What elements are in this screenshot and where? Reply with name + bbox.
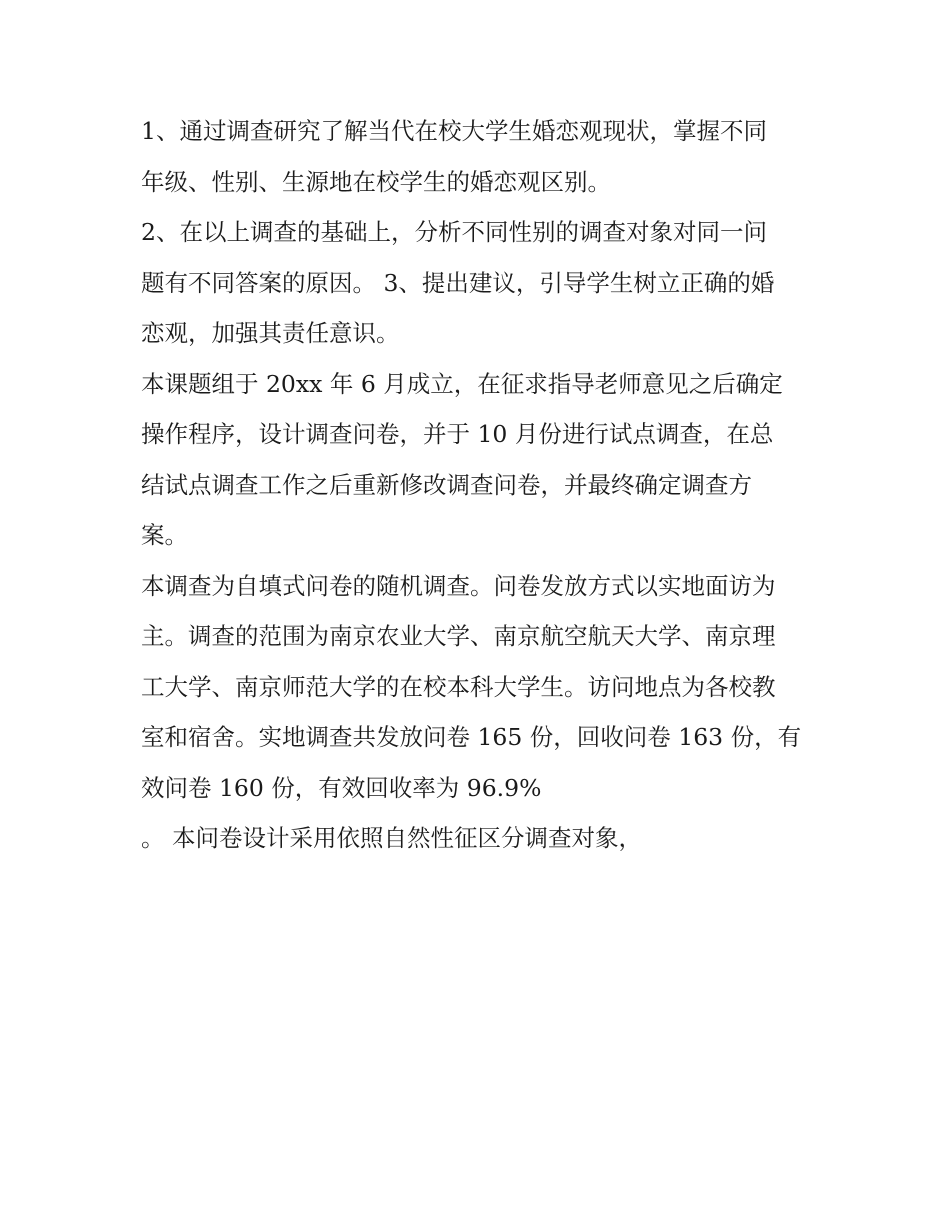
text-line: 工大学、南京师范大学的在校本科大学生。访问地点为各校教	[141, 672, 776, 701]
text-line: 年级、性别、生源地在校学生的婚恋观区别。	[141, 167, 611, 196]
document-body	[141, 106, 813, 864]
text-line: 主。调查的范围为南京农业大学、南京航空航天大学、南京理	[141, 622, 776, 650]
text-line: 案。	[141, 521, 188, 549]
text-line: 效问卷 160 份，有效回收率为 96.9%	[141, 773, 542, 802]
text-line: 操作程序，设计调查问卷，并于 10 月份进行试点调查，在总	[141, 420, 774, 448]
text-line: 结试点调查工作之后重新修改调查问卷，并最终确定调查方	[141, 470, 752, 499]
text-line: 2、在以上调查的基础上，分析不同性别的调查对象对同一问	[141, 218, 767, 246]
text-line: 本课题组于 20xx 年 6 月成立，在征求指导老师意见之后确定	[141, 369, 783, 398]
text-line: 恋观，加强其责任意识。	[141, 319, 400, 347]
text-line: 室和宿舍。实地调查共发放问卷 165 份，回收问卷 163 份，有	[141, 723, 802, 751]
text-line: 。 本问卷设计采用依照自然性征区分调查对象，	[141, 824, 642, 852]
text-line: 题有不同答案的原因。 3、提出建议，引导学生树立正确的婚	[141, 268, 775, 297]
text-line: 本调查为自填式问卷的随机调查。问卷发放方式以实地面访为	[141, 571, 776, 600]
text-line: 1、通过调查研究了解当代在校大学生婚恋观现状，掌握不同	[141, 117, 767, 145]
